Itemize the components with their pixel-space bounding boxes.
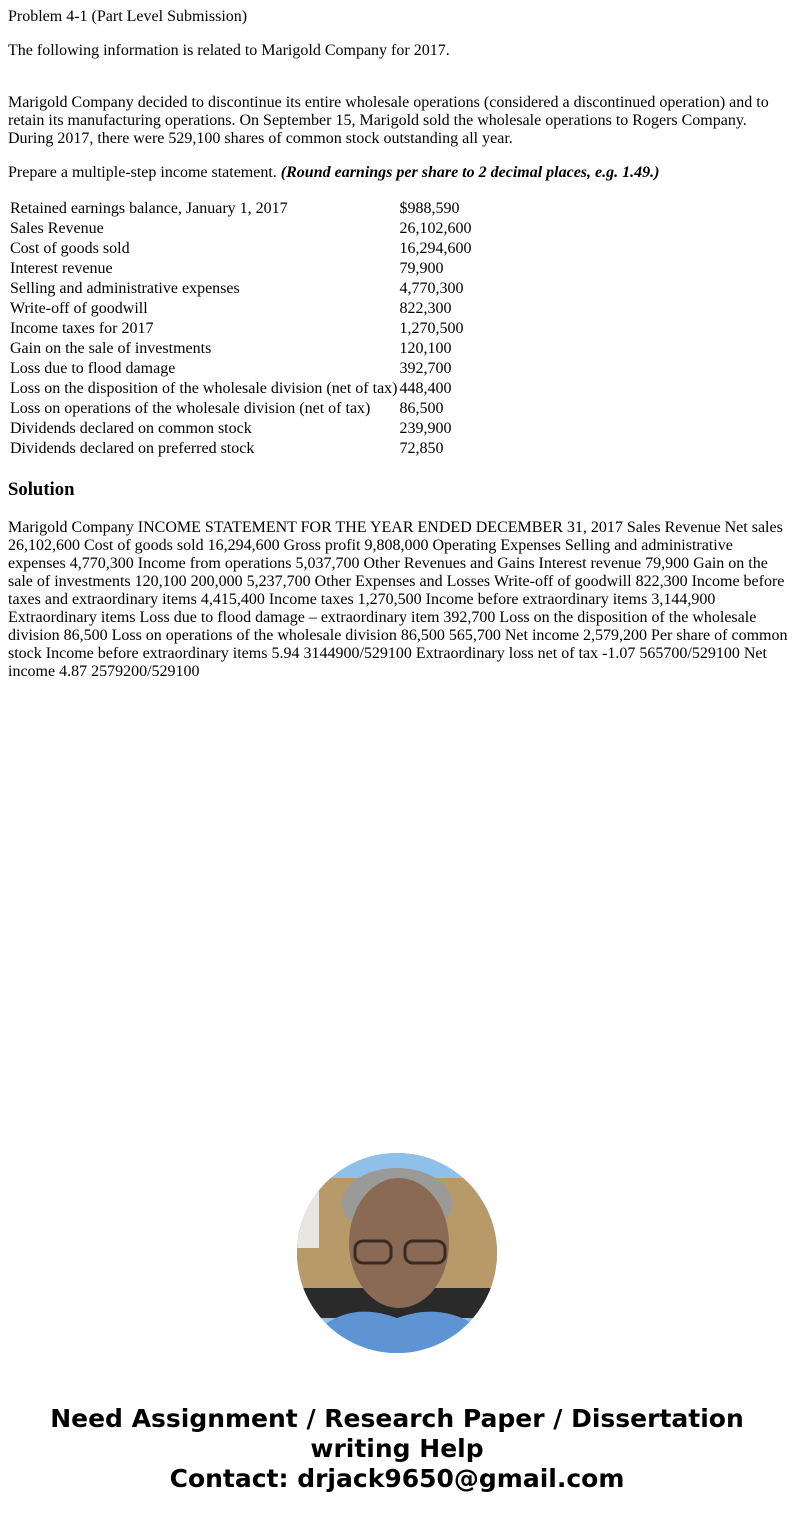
table-row	[10, 420, 472, 438]
item-value: 239,900	[399, 420, 452, 437]
item-label: Loss on operations of the wholesale division (net of tax)	[10, 400, 371, 417]
item-label: Retained earnings balance, January 1, 2017	[10, 200, 288, 217]
footer-banner	[0, 1404, 794, 1494]
table-row	[10, 400, 472, 418]
table-row	[10, 200, 472, 218]
table-row	[10, 220, 472, 238]
item-label: Gain on the sale of investments	[10, 340, 212, 357]
item-label: Sales Revenue	[10, 220, 104, 237]
data-table	[8, 198, 474, 460]
item-value: $988,590	[399, 200, 460, 217]
item-label: Cost of goods sold	[10, 240, 130, 257]
item-label: Dividends declared on common stock	[10, 420, 252, 437]
table-row	[10, 380, 472, 398]
item-value: 26,102,600	[399, 220, 472, 237]
table-row	[10, 240, 472, 258]
item-value: 448,400	[399, 380, 452, 397]
item-value: 4,770,300	[399, 280, 464, 297]
footer-contact: Contact: drjack9650@gmail.com	[169, 1464, 625, 1493]
footer-line-2: writing Help	[310, 1434, 484, 1463]
problem-title: Problem 4-1 (Part Level Submission)	[8, 8, 248, 25]
description-text: Marigold Company decided to discontinue its entire wholesale operations (considered a discontinued operation) and to retain its manufacturing operations. On September 15, Marigold sold the wholesale operations to Rogers Company. During 2017, there were 529,100 shares of common stock outstanding all year.	[8, 94, 769, 147]
table-row	[10, 280, 472, 298]
item-label: Loss due to flood damage	[10, 360, 176, 377]
author-photo-image	[297, 1153, 497, 1353]
table-row	[10, 340, 472, 358]
solution-heading: Solution	[8, 479, 75, 500]
prepare-instruction	[8, 164, 659, 182]
item-value: 392,700	[399, 360, 452, 377]
item-value: 822,300	[399, 300, 452, 317]
table-row	[10, 320, 472, 338]
table-row	[10, 300, 472, 318]
solution-text: Marigold Company INCOME STATEMENT FOR THE YEAR ENDED DECEMBER 31, 2017 Sales Revenue Net sales 26,102,600 Cost of goods sold 16,294,600 Gross profit 9,808,000 Operating Expenses Selling and administrative expenses 4,770,300 Income from operations 5,037,700 Other Revenues and Gains Interest revenue 79,900 Gain on the sale of investments 120,100 200,000 5,237,700 Other Expenses and Losses Write-off of goodwill 822,300 Income before taxes and extraordinary items 4,415,400 Income taxes 1,270,500 Income before extraordinary items 3,144,900 Extraordinary items Loss due to flood damage – extraordinary item 392,700 Loss on the disposition of the wholesale division 86,500 Loss on operations of the wholesale division 86,500 565,700 Net income 2,579,200 Per share of common stock Income before extraordinary items 5.94 3144900/529100 Extraordinary loss net of tax -1.07 565700/529100 Net income 4.87 2579200/529100	[8, 519, 788, 680]
item-value: 1,270,500	[399, 320, 464, 337]
table-row	[10, 440, 472, 458]
item-value: 86,500	[399, 400, 444, 417]
item-label: Dividends declared on preferred stock	[10, 440, 255, 457]
prepare-note: (Round earnings per share to 2 decimal places, e.g. 1.49.)	[280, 164, 660, 181]
intro-text: The following information is related to Marigold Company for 2017.	[8, 42, 450, 59]
author-photo	[297, 1153, 497, 1353]
prepare-text: Prepare a multiple-step income statement.	[8, 164, 277, 181]
item-value: 79,900	[399, 260, 444, 277]
item-value: 120,100	[399, 340, 452, 357]
table-row	[10, 360, 472, 378]
footer-line-1: Need Assignment / Research Paper / Dissertation	[50, 1404, 744, 1433]
table-row	[10, 260, 472, 278]
item-label: Loss on the disposition of the wholesale division (net of tax)	[10, 380, 398, 397]
item-label: Interest revenue	[10, 260, 113, 277]
item-value: 72,850	[399, 440, 444, 457]
item-label: Write-off of goodwill	[10, 300, 148, 317]
item-value: 16,294,600	[399, 240, 472, 257]
item-label: Selling and administrative expenses	[10, 280, 240, 297]
item-label: Income taxes for 2017	[10, 320, 154, 337]
